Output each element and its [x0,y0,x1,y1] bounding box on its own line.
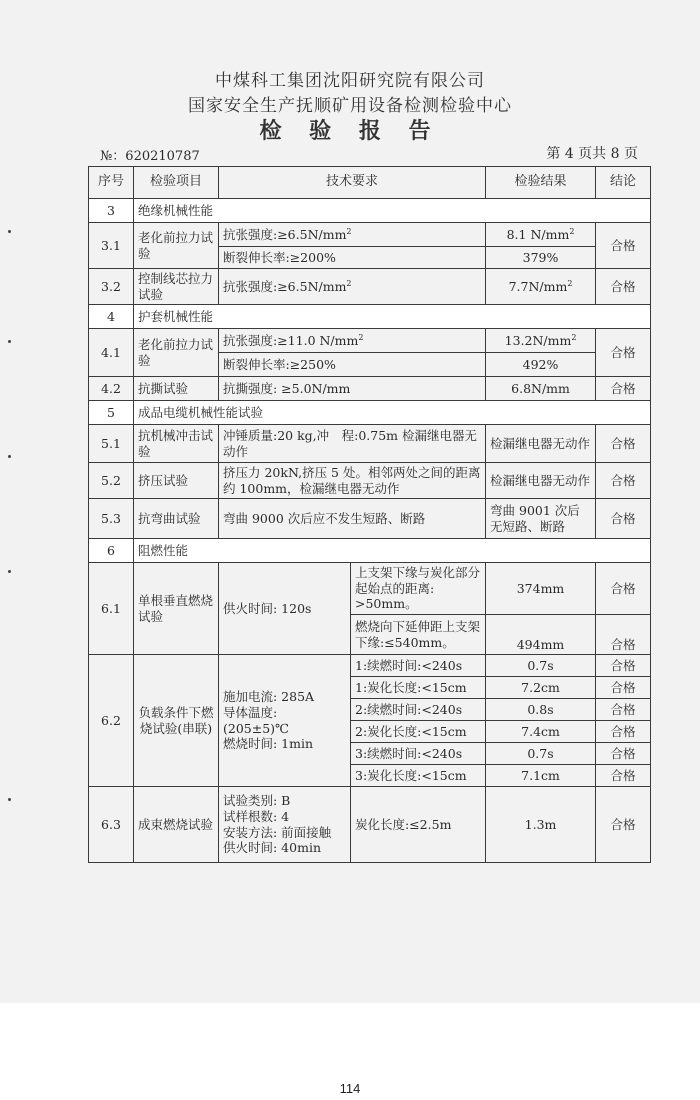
row-result: 0.7s [486,655,596,677]
row-requirement: 断裂伸长率:≥250% [219,353,486,377]
row-item: 成束燃烧试验 [134,787,219,863]
center-name: 国家安全生产抚顺矿用设备检测检验中心 [188,96,512,116]
row-requirement [219,329,486,353]
row-no: 5 [89,401,134,425]
unit-superscript: 2 [569,226,575,236]
row-subrequirement: 3:炭化长度:<15cm [351,765,486,787]
row-item: 挤压试验 [134,463,219,499]
row-result [486,269,596,305]
row-requirement [219,223,486,247]
row-conclusion: 合格 [596,787,651,863]
margin-dot [8,455,11,458]
row-item: 抗弯曲试验 [134,499,219,539]
unit-superscript: 2 [358,332,364,342]
row-result: 检漏继电器无动作 [486,463,596,499]
row-conclusion: 合格 [596,615,651,655]
requirement-line: 导体温度: [223,704,278,720]
row-no: 3 [89,199,134,223]
row-item: 抗机械冲击试验 [134,425,219,463]
row-result [486,329,596,353]
company-name: 中煤科工集团沈阳研究院有限公司 [215,71,485,91]
row-conclusion: 合格 [596,655,651,677]
row-subrequirement: 1:炭化长度:<15cm [351,677,486,699]
result-text: 8.1 N/mm [506,226,570,242]
requirement-line: 供火时间: 40min [223,840,321,856]
row-no: 6 [89,539,134,563]
table-header-row [89,167,651,199]
section-title: 护套机械性能 [134,305,651,329]
row-requirement: 抗撕强度: ≥5.0N/mm [219,377,486,401]
row-conclusion: 合格 [596,269,651,305]
row-result: 492% [486,353,596,377]
section-title: 绝缘机械性能 [134,199,651,223]
requirement-line: (205±5)℃ [223,720,290,736]
margin-dot [8,340,11,343]
row-no: 6.1 [89,563,134,655]
row-no: 6.3 [89,787,134,863]
requirement-text: 抗张强度:≥6.5N/mm [223,278,347,294]
unit-superscript: 2 [346,226,352,236]
row-result: 0.8s [486,699,596,721]
row-item: 抗撕试验 [134,377,219,401]
row-no: 5.2 [89,463,134,499]
page-number: 114 [339,1081,361,1096]
report-title: 检 验 报 告 [259,118,441,144]
row-requirement: 断裂伸长率:≥200% [219,247,486,269]
requirement-line: 燃烧时间: 1min [223,736,314,752]
requirement-text: 抗张强度:≥11.0 N/mm [223,332,359,348]
margin-dot [8,798,11,801]
margin-dot [8,230,11,233]
row-conclusion: 合格 [596,463,651,499]
row-subrequirement: 上支架下缘与炭化部分起始点的距离: >50mm。 [351,563,486,615]
row-no: 3.1 [89,223,134,269]
requirement-text: 抗张强度:≥6.5N/mm [223,226,347,242]
row-requirement: 挤压力 20kN,挤压 5 处。相邻两处之间的距离约 100mm，检漏继电器无动作 [219,463,486,499]
row-item: 老化前拉力试验 [134,223,219,269]
row-result: 374mm [486,563,596,615]
table-row [89,223,651,247]
requirement-line: 施加电流: 285A [223,689,315,705]
requirement-line: 试验类别: B [223,793,291,809]
row-result: 379% [486,247,596,269]
row-subrequirement: 2:炭化长度:<15cm [351,721,486,743]
row-no: 5.1 [89,425,134,463]
row-conclusion: 合格 [596,499,651,539]
row-subrequirement: 燃烧向下延伸距上支架下缘:≤540mm。 [351,615,486,655]
row-result: 0.7s [486,743,596,765]
row-conclusion: 合格 [596,765,651,787]
header-no: 序号 [89,167,134,199]
row-item: 单根垂直燃烧试验 [134,563,219,655]
row-no: 4.2 [89,377,134,401]
row-result: 1.3m [486,787,596,863]
row-requirement [219,269,486,305]
row-no: 3.2 [89,269,134,305]
row-no: 5.3 [89,499,134,539]
section-row [89,401,651,425]
table-row [89,499,651,539]
row-no: 4.1 [89,329,134,377]
row-result: 7.4cm [486,721,596,743]
header-result: 检验结果 [486,167,596,199]
row-conclusion: 合格 [596,329,651,377]
row-subrequirement: 3:续燃时间:<240s [351,743,486,765]
row-item: 控制线芯拉力试验 [134,269,219,305]
table-row [89,563,651,615]
report-number: №：620210787 [100,149,200,164]
row-subrequirement: 2:续燃时间:<240s [351,699,486,721]
row-conclusion: 合格 [596,563,651,615]
row-conclusion: 合格 [596,721,651,743]
table-row [89,377,651,401]
section-row [89,305,651,329]
section-row [89,199,651,223]
inspection-table [88,166,651,863]
row-item: 负载条件下燃烧试验(串联) [134,655,219,787]
row-conclusion: 合格 [596,223,651,269]
row-conclusion: 合格 [596,743,651,765]
row-subrequirement: 炭化长度:≤2.5m [351,787,486,863]
row-result: 7.1cm [486,765,596,787]
row-requirement: 冲锤质量:20 kg,冲 程:0.75m 检漏继电器无动作 [219,425,486,463]
unit-superscript: 2 [567,278,573,288]
requirement-line: 试样根数: 4 [223,808,290,824]
row-requirement [219,655,351,787]
table-row [89,329,651,353]
unit-superscript: 2 [571,332,577,342]
row-no: 6.2 [89,655,134,787]
table-row [89,425,651,463]
margin-dot [8,570,11,573]
result-text: 7.7N/mm [508,278,568,294]
section-title: 阻燃性能 [134,539,651,563]
header-item: 检验项目 [134,167,219,199]
row-result: 494mm [486,615,596,655]
row-conclusion: 合格 [596,377,651,401]
row-result: 7.2cm [486,677,596,699]
table-row [89,269,651,305]
section-row [89,539,651,563]
row-requirement: 供火时间: 120s [219,563,351,655]
row-conclusion: 合格 [596,425,651,463]
table-row [89,655,651,677]
row-no: 4 [89,305,134,329]
row-conclusion: 合格 [596,677,651,699]
row-item: 老化前拉力试验 [134,329,219,377]
table-row [89,463,651,499]
requirement-line: 安装方法: 前面接触 [223,824,332,840]
table-row [89,787,651,863]
section-title: 成品电缆机械性能试验 [134,401,651,425]
row-result [486,223,596,247]
row-result: 6.8N/mm [486,377,596,401]
result-text: 13.2N/mm [504,332,572,348]
row-requirement: 弯曲 9000 次后应不发生短路、断路 [219,499,486,539]
header-conclusion: 结论 [596,167,651,199]
row-result: 检漏继电器无动作 [486,425,596,463]
row-conclusion: 合格 [596,699,651,721]
unit-superscript: 2 [346,278,352,288]
row-requirement [219,787,351,863]
header-requirement: 技术要求 [219,167,486,199]
row-result: 弯曲 9001 次后无短路、断路 [486,499,596,539]
row-subrequirement: 1:续燃时间:<240s [351,655,486,677]
page-info: 第 4 页共 8 页 [546,146,638,162]
